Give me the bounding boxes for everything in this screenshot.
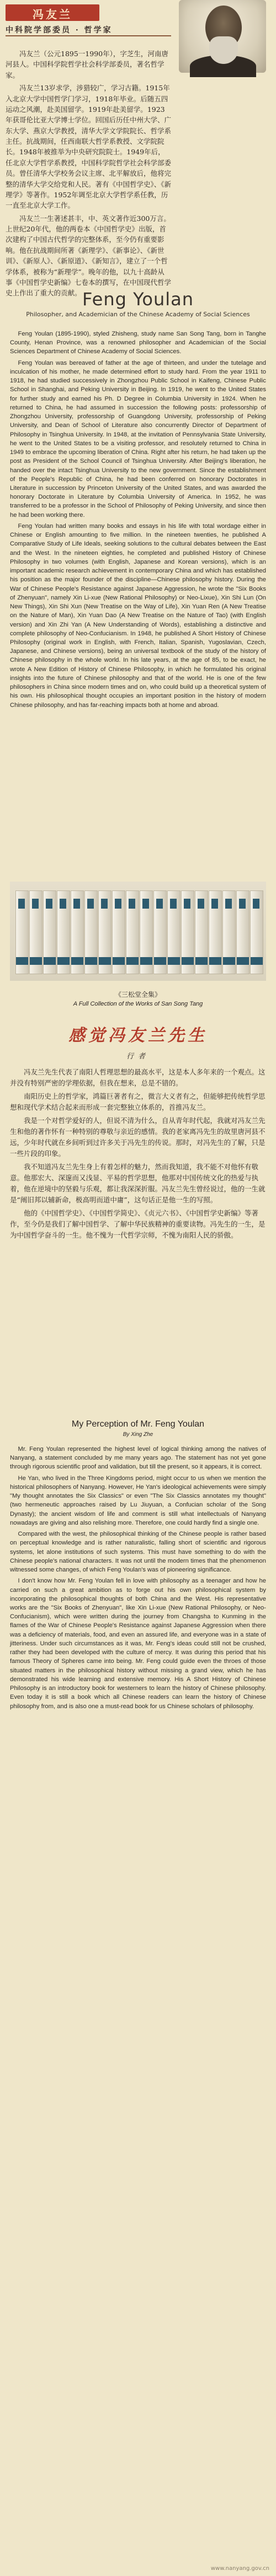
- essay-title-en: My Perception of Mr. Feng Youlan: [71, 1419, 205, 1429]
- book-spine: [29, 890, 43, 974]
- en-essay: [10, 1445, 266, 1713]
- essay-author-en: By Xing Zhe: [123, 1432, 153, 1438]
- book-spine: [222, 890, 236, 974]
- en-essay-paragraph: Compared with the west, the philosophical thinking of the Chinese people is rather based on perceptual knowledge and is rather naturalistic, falling short of scientific and rigorous systems, let alone institutions of such systems. This must have something to do with the Chinese people's national characters. It was not until the modern times that the phenomenon witnessed some changes, of which Feng Youlan's was of pioneering significance.: [10, 1531, 266, 1574]
- essay-title-cn: 感觉冯友兰先生: [68, 1026, 208, 1045]
- cn-bio-paragraph: 冯友兰（公元1895一1990年），字芝生，河南唐河县人。中国科学院哲学社会科学部委员，著名哲学家。: [6, 50, 168, 79]
- en-essay-paragraph: I don't know how Mr. Feng Youlan fell in love with philosophy as a teenager and how he carried on such a great ambition as to forge out his own philosophical system by incorporating the philosophical thoughts of both China and the West. His representative works are the "Six Books of Zhenyuan", like Xin Li-xue (New Rational Philosophy, or Neo-Confucianism), which were written during the journey from Changsha to Kunming in the flames of the War of Chinese People's Resistance against Japanese Aggression when there was a deficiency of materials, food, and even an assured life, and everyone was in a state of jitteriness. Under such circumstances as it was, Mr. Feng's ideas could still not be crushed, rather they had been developed with the culture of mercy. It was during this period that his famous Theory of Spheres came into being. Mr. Feng could guide even the throes of those situated matters in the philosophical history without missing a grand view, which he has demonstrated his wide learning and extensive memory. His A Short History of Chinese Philosophy is an introductory book for westerners to learn the history of Chinese philosophy. Even today it is still a book which all Chinese readers can learn the history of Chinese philosophy from, and is also one a must-read book for us Chinese scholars of philosophy.: [10, 1578, 266, 1710]
- en-subtitle: Philosopher, and Academician of the Chinese Academy of Social Sciences: [26, 311, 250, 318]
- portrait-photo: [179, 0, 266, 73]
- title-banner: [6, 4, 99, 21]
- en-essay-paragraph: Mr. Feng Youlan represented the highest level of logical thinking among the natives of Nanyang, a statement concluded by me many years ago. The statement has not yet gone through rigorous scientific proof and validation, but till the present, so it appears, it is correct.: [10, 1446, 266, 1471]
- footer-watermark: www.nanyang.gov.cn: [210, 2566, 269, 2572]
- book-spine: [181, 890, 194, 974]
- cn-bio-paragraph: 冯友兰一生著述甚丰，中、英文著作近300万言。上世纪20年代，他的两卷本《中国哲学史》出版，首次建构了中国古代哲学的完整体系，至今仍有重要影响。他在抗战期间所著《新理学》、《新事论》、《新世训》、《新原人》、《新原道》、《新知言》，建立了一个哲学体系，被称为“新理学”。晚年的他，以九十高龄从事《中国哲学史新编》七卷本的撰写，在中国现代哲学史上作出了重大的贡献。: [6, 214, 172, 298]
- book-spine: [43, 890, 56, 974]
- cn-biography: [6, 48, 171, 301]
- header-subtitle: 中科院学部委员 · 哲学家: [6, 26, 113, 35]
- book-spine: [153, 890, 167, 974]
- book-caption-en: A Full Collection of the Works of San Song Tang: [73, 1001, 203, 1007]
- cn-essay-paragraph: 我不知道冯友兰先生身上有着怎样的魅力，然而我知道，我不能不对他怀有敬意。他那宏大、深邃而又浅显、平易的哲学思想，他那对中国传统文化的热爱与执着，他在逆境中的坚毅与乐观，都让我深深折服。冯友兰先生曾经说过，他的一生就是“阐旧邦以辅新命，极高明而道中庸”，这句话正是他一生的写照。: [10, 1163, 266, 1204]
- cn-essay-paragraph: 他的《中国哲学史》、《中国哲学简史》、《贞元六书》、《中国哲学史新编》等著作，至今仍是我们了解中国哲学、了解中华民族精神的重要读物。冯先生的一生，是为中国哲学奋斗的一生。他不愧为一代哲学宗师，不愧为南阳人民的骄傲。: [10, 1209, 266, 1239]
- book-spine: [112, 890, 125, 974]
- en-name: Feng Youlan: [82, 289, 194, 310]
- book-spine: [167, 890, 181, 974]
- book-spine: [84, 890, 98, 974]
- book-spine: [57, 890, 70, 974]
- en-bio-paragraph: Feng Youlan had written many books and essays in his life with total wordage either in Chinese or English amounting to five million. In the nineteen twenties, he published A Comparative Study of Life Ideals, seeking solutions to the cultural debates between the East and the West. In the nineteen eighties, he completed and published History of Chinese Philosophy in two volumes (with English, Japanese and Korean versions), which is an important academic research achievement in contemporary China and which has established his position as the major founder of the discipline—Chinese philosophy history. During the War of Chinese People's Resistance against Japanese Aggression, he wrote the "Six Books of Zhenyuan", namely Xin Li-xue (New Rational Philosophy) or Neo-Lixue), Xin Shi Lun (On New Things), Xin Shi Xun (New Treatise on the Way of Life), Xin Yuan Ren (A New Treatise on the Nature of Man), Xin Yuan Dao (A New Treatise on the Nature of Tao) (with English version) and Xin Zhi Yan (A New Understanding of Words), establishing a distinctive and complete philosophy of Neo-Confucianism. In 1948, he published A Short History of Chinese Philosophy (original work in English, with French, Italian, Spanish, Yugoslavian, Czech, Japanese, and Chinese versions), being an universal textbook of the study of the history of Chinese philosophy in the whole world. In his late years, at the age of 85, to be exact, he wrote A New Edition of History of Chinese Philosophy, in which he formulated his original insights into the future of Chinese philosophy and that of the world. He is one of the few philosophers in China since modern times and on, who could build up a theoretical system of his own. His philosophical thought occupies an important position in the history of modern Chinese philosophy, and has far-reaching impacts both at home and abroad.: [10, 522, 266, 709]
- cn-essay: [10, 1067, 266, 1243]
- book-spine: [209, 890, 222, 974]
- essay-author-cn: 行者: [126, 1052, 150, 1061]
- book-spine: [98, 890, 112, 974]
- en-heading: [0, 289, 276, 318]
- book-spine: [15, 890, 29, 974]
- book-spine: [126, 890, 139, 974]
- en-bio-paragraph: Feng Youlan was bereaved of father at the age of thirteen, and under the tutelage and inculcation of his mother, he made determined effort to study hard. From the year 1911 to 1918, he had studied successively in Zhongzhou Public School in Kaifeng, Chinese Public School in Shanghai, and Peking University in Beijing. In 1919, he went to the United States for further study and earned his Ph. D Degree in Columbia University in 1924. When he returned to China, he had assumed in succession the following posts: professorship of Zhongzhou University, professorship of Guangdong University, professorship of Peking University, and Dean of School of Literature also concurrently Director of Department of Philosophy in Tsinghua University. In 1948, at the invitation of Pennsylvania State University, he went to the United States to be a visiting professor, and resolutely returned to China in 1949 to embrace the upcoming liberation of China. Right after his return, he had taken up the post as President of the School Council of Tsinghua University. After Beijing's liberation, he handed over the intact Tsinghua University to the new government. Since the establishment of the People's Republic of China, he had been conferred on honorary Doctorates in Literature in succession by Princeton University of the United States, and was awarded the honorary Doctorate in Literature by Columbia University of America. In 1952, he was transferred to be a professor in the School of Philosophy of Peking University, and since then he had been working there.: [10, 359, 266, 519]
- book-caption-cn: 《三松堂全集》: [114, 991, 161, 998]
- cn-essay-paragraph: 南阳历史上的哲学家，鸿篇巨著者有之，微言大义者有之，但能够把传统哲学思想和现代学术结合起来而形成一套完整独立体系的，首推冯友兰。: [10, 1092, 266, 1111]
- cn-essay-paragraph: 我是一个对哲学爱好的人，但说不清为什么，自从青年时代起，我就对冯友兰先生和他的著作怀有一种特别的尊敬与亲近的感情。我的老家离冯先生的故里唐河县不远，少年时代就在乡间听到过许多关于冯先生的传说。那时，对冯先生的了解，只是一些片段的印象。: [10, 1116, 266, 1158]
- book-spine: [250, 890, 263, 974]
- cn-essay-paragraph: 冯友兰先生代表了南阳人哲理思想的最高水平，这是本人多年来的一个观点。这并没有特别严密的学理依据，但我在想来，总是不错的。: [10, 1068, 266, 1087]
- en-bio-paragraph: Feng Youlan (1895-1990), styled Zhisheng, study name San Song Tang, born in Tanghe County, Henan Province, was a renowned philosopher and Academician of the Social Sciences Department of Chinese Academy of Social Sciences.: [10, 331, 266, 355]
- book-collection-photo: [10, 882, 266, 981]
- book-spine: [236, 890, 250, 974]
- book-spine: [195, 890, 208, 974]
- title-banner-text: 冯友兰: [33, 8, 72, 21]
- en-essay-paragraph: He Yan, who lived in the Three Kingdoms period, might occur to us when we mention the historical philosophers of Nanyang. However, He Yan's ideological achievements were simply "My thought annotates the Six Classics" or even "The Six Classics annotates my thought" (two hermeneutic approaches raised by Lu Jiuyuan, a Confucian scholar of the Song Dynasty); the ancient wisdom of life and comment is still what intellectuals of Nanyang nowadays are giving and also relishing more. Therefore, one could hardly find a single one.: [10, 1475, 266, 1526]
- book-spine: [71, 890, 84, 974]
- cn-bio-paragraph: 冯友兰13岁求学，涉猎较广，学习古籍。1915年入北京大学中国哲学门学习，1918年毕业。后随五四运动之风潮，赴美国留学。1919年赴美留学。1923年获哥伦比亚大学博士学位。回国后历任中州大学、广东大学、燕京大学教授，清华大学文学院院长、哲学系主任。抗战期间，任西南联大哲学系教授、文学院院长。1948年被推举为中央研究院院士。1949年后，任北京大学哲学系教授，中国科学院哲学社会科学部委员。曾任清华大学校务会议主席、北平解放后，他将完整的清华大学交给党和人民。著有《中国哲学史》、《新理学》等著作。1952年调至北京大学哲学系任教，历一直至北京大学工作。: [6, 84, 172, 210]
- book-spine: [140, 890, 153, 974]
- en-biography: [10, 330, 266, 712]
- header-divider: [6, 35, 171, 36]
